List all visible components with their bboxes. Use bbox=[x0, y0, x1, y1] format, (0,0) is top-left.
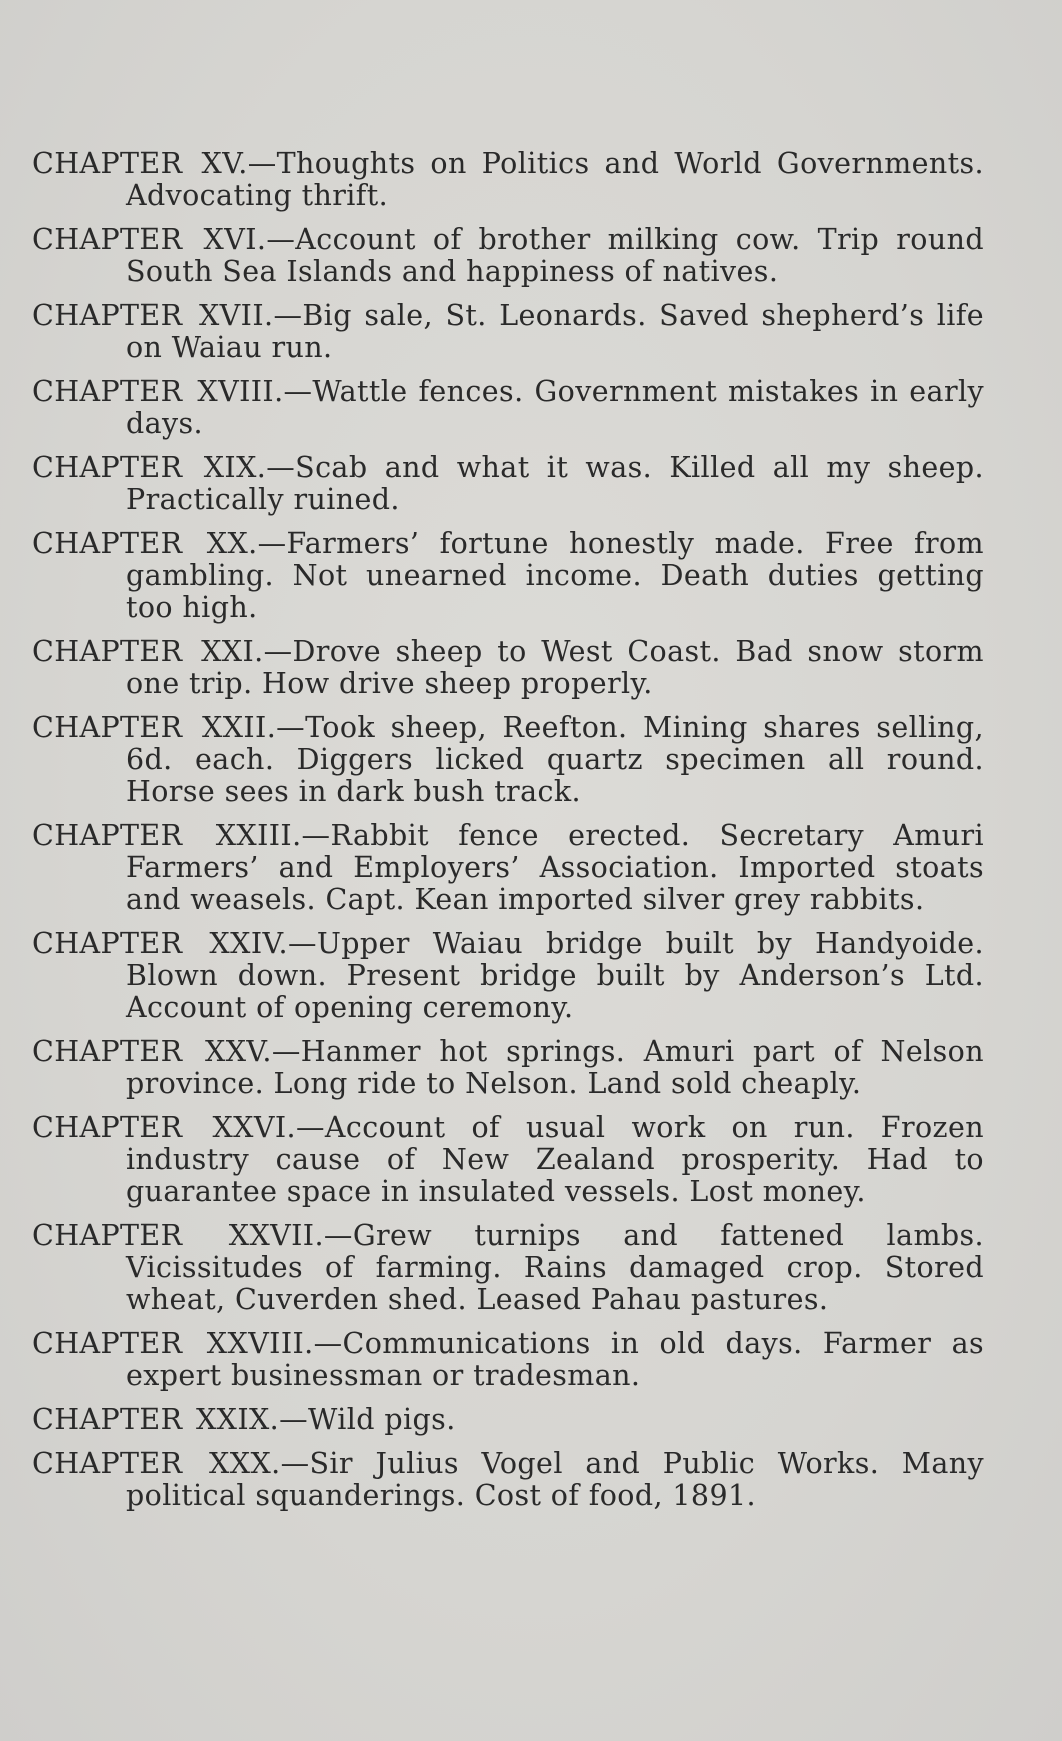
chapter-heading: CHAPTER XXIV. bbox=[32, 927, 288, 960]
chapter-entry bbox=[32, 712, 984, 808]
chapter-summary: —Account of brother milking cow. Trip round South Sea Islands and happiness of natives. bbox=[126, 223, 984, 288]
chapter-entry bbox=[32, 1036, 984, 1100]
chapter-list bbox=[32, 148, 984, 1524]
chapter-entry bbox=[32, 224, 984, 288]
chapter-heading: CHAPTER XXVI. bbox=[32, 1111, 296, 1144]
chapter-entry bbox=[32, 148, 984, 212]
chapter-heading: CHAPTER XXV. bbox=[32, 1035, 272, 1068]
chapter-heading: CHAPTER XIX. bbox=[32, 451, 267, 484]
chapter-summary: —Took sheep, Reefton. Mining shares selling, 6d. each. Diggers licked quartz specimen all round. Horse sees in dark bush track. bbox=[126, 711, 984, 808]
chapter-entry bbox=[32, 1328, 984, 1392]
chapter-entry bbox=[32, 928, 984, 1024]
chapter-summary: —Grew turnips and fattened lambs. Vicissitudes of farming. Rains damaged crop. Stored wheat, Cuverden shed. Leased Pahau pastures. bbox=[126, 1219, 984, 1316]
chapter-heading: CHAPTER XXVIII. bbox=[32, 1327, 314, 1360]
chapter-summary: —Thoughts on Politics and World Governments. Advocating thrift. bbox=[126, 147, 984, 212]
chapter-heading: CHAPTER XXIII. bbox=[32, 819, 302, 852]
chapter-heading: CHAPTER XXII. bbox=[32, 711, 277, 744]
chapter-summary: —Hanmer hot springs. Amuri part of Nelson province. Long ride to Nelson. Land sold cheaply. bbox=[126, 1035, 984, 1100]
chapter-heading: CHAPTER XX. bbox=[32, 527, 258, 560]
chapter-entry bbox=[32, 1112, 984, 1208]
chapter-summary: —Wattle fences. Government mistakes in early days. bbox=[126, 375, 984, 440]
chapter-heading: CHAPTER XVI. bbox=[32, 223, 267, 256]
chapter-summary: —Rabbit fence erected. Secretary Amuri Farmers’ and Employers’ Association. Imported stoats and weasels. Capt. Kean imported silver grey rabbits. bbox=[126, 819, 984, 916]
chapter-summary: —Upper Waiau bridge built by Handyoide. Blown down. Present bridge built by Anderson’s Ltd. Account of opening ceremony. bbox=[126, 927, 984, 1024]
chapter-entry bbox=[32, 636, 984, 700]
chapter-summary: —Sir Julius Vogel and Public Works. Many political squanderings. Cost of food, 1891. bbox=[126, 1447, 984, 1512]
chapter-summary: —Farmers’ fortune honestly made. Free from gambling. Not unearned income. Death duties getting too high. bbox=[126, 527, 984, 624]
chapter-entry bbox=[32, 376, 984, 440]
chapter-summary: —Drove sheep to West Coast. Bad snow storm one trip. How drive sheep properly. bbox=[126, 635, 984, 700]
chapter-summary: —Communications in old days. Farmer as expert businessman or tradesman. bbox=[126, 1327, 984, 1392]
chapter-entry bbox=[32, 1404, 984, 1436]
chapter-summary: —Account of usual work on run. Frozen industry cause of New Zealand prosperity. Had to guarantee space in insulated vessels. Lost money. bbox=[126, 1111, 984, 1208]
chapter-heading: CHAPTER XVII. bbox=[32, 299, 274, 332]
chapter-entry bbox=[32, 820, 984, 916]
chapter-heading: CHAPTER XXI. bbox=[32, 635, 264, 668]
chapter-heading: CHAPTER XXX. bbox=[32, 1447, 281, 1480]
chapter-entry bbox=[32, 1448, 984, 1512]
chapter-heading: CHAPTER XXIX. bbox=[32, 1403, 280, 1436]
chapter-heading: CHAPTER XXVII. bbox=[32, 1219, 324, 1252]
chapter-entry bbox=[32, 300, 984, 364]
chapter-heading: CHAPTER XVIII. bbox=[32, 375, 284, 408]
chapter-entry bbox=[32, 1220, 984, 1316]
chapter-summary: —Wild pigs. bbox=[279, 1403, 456, 1436]
chapter-entry bbox=[32, 528, 984, 624]
chapter-entry bbox=[32, 452, 984, 516]
chapter-summary: —Big sale, St. Leonards. Saved shepherd’s life on Waiau run. bbox=[126, 299, 984, 364]
chapter-heading: CHAPTER XV. bbox=[32, 147, 248, 180]
chapter-summary: —Scab and what it was. Killed all my sheep. Practically ruined. bbox=[126, 451, 984, 516]
